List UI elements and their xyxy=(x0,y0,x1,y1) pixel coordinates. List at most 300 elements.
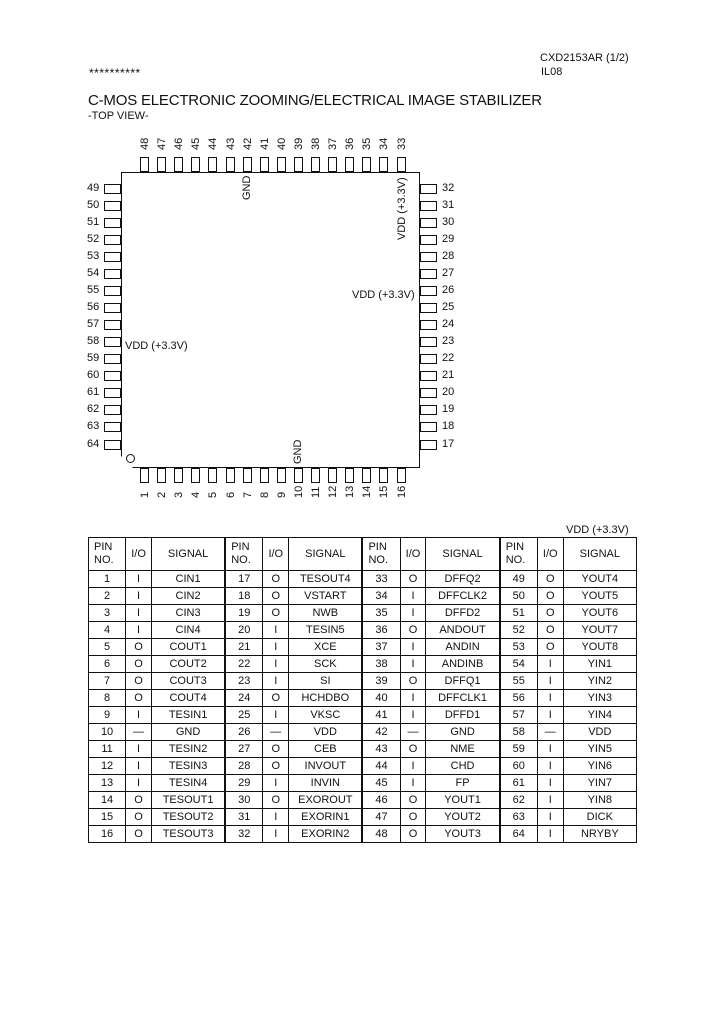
signal-cell: DFFD1 xyxy=(426,707,500,724)
io-cell: I xyxy=(400,707,426,724)
io-cell: I xyxy=(126,588,152,605)
pin-lead xyxy=(420,320,437,330)
table-row xyxy=(89,571,637,588)
io-cell: I xyxy=(263,622,289,639)
pin-number-left: 53 xyxy=(87,249,100,262)
pin-number-bottom: 10 xyxy=(292,485,305,498)
io-cell: O xyxy=(263,605,289,622)
pin-no-cell: 24 xyxy=(225,690,263,707)
io-cell: I xyxy=(400,588,426,605)
pin-no-cell: 54 xyxy=(500,656,538,673)
io-header: I/O xyxy=(263,538,289,571)
pin-lead xyxy=(104,201,121,211)
pin-number-top: 48 xyxy=(139,137,151,150)
pin-lead xyxy=(104,371,121,381)
io-cell: I xyxy=(400,605,426,622)
io-cell: O xyxy=(263,588,289,605)
pin-no-cell: 10 xyxy=(89,724,126,741)
signal-cell: TESIN2 xyxy=(151,741,225,758)
signal-cell: EXORIN2 xyxy=(289,826,363,843)
pin-lead xyxy=(345,157,354,172)
pin-number-bottom: 1 xyxy=(139,491,151,498)
signal-cell: NRYBY xyxy=(563,826,636,843)
pin-lead xyxy=(243,468,252,483)
pin-lead xyxy=(420,252,437,262)
pin-number-right: 26 xyxy=(442,283,455,296)
pin-number-right: 29 xyxy=(442,232,455,245)
pin-no-cell: 56 xyxy=(500,690,538,707)
signal-cell: XCE xyxy=(289,639,363,656)
pin-no-cell: 37 xyxy=(362,639,400,656)
pin-no-cell: 26 xyxy=(225,724,263,741)
table-row xyxy=(89,724,637,741)
pin-number-top: 39 xyxy=(292,137,305,150)
signal-cell: DFFCLK2 xyxy=(426,588,500,605)
table-row xyxy=(89,690,637,707)
pin-number-top: 43 xyxy=(224,137,237,150)
io-cell: I xyxy=(400,656,426,673)
pin-no-cell: 7 xyxy=(89,673,126,690)
signal-cell: CIN3 xyxy=(151,605,225,622)
io-cell: O xyxy=(126,639,152,656)
pin-no-cell: 51 xyxy=(500,605,538,622)
table-row xyxy=(89,605,637,622)
pin-number-right: 25 xyxy=(442,300,455,313)
io-cell: O xyxy=(126,826,152,843)
pin-no-cell: 46 xyxy=(362,792,400,809)
table-row xyxy=(89,622,637,639)
signal-cell: VKSC xyxy=(289,707,363,724)
io-cell: I xyxy=(126,605,152,622)
signal-cell: YOUT1 xyxy=(426,792,500,809)
pin-no-cell: 64 xyxy=(500,826,538,843)
pin-number-right: 23 xyxy=(442,335,455,348)
pin-number-left: 58 xyxy=(87,335,100,348)
page-title: C-MOS ELECTRONIC ZOOMING/ELECTRICAL IMAGE STABILIZER xyxy=(88,92,542,109)
pin-lead xyxy=(260,468,269,483)
io-cell: O xyxy=(400,673,426,690)
io-cell: — xyxy=(263,724,289,741)
pin-lead xyxy=(104,252,121,262)
pin-no-cell: 42 xyxy=(362,724,400,741)
pin-number-left: 55 xyxy=(87,283,100,296)
io-cell: O xyxy=(400,809,426,826)
pin-lead xyxy=(243,157,252,172)
pin-number-right: 28 xyxy=(442,249,455,262)
pin-lead xyxy=(420,440,437,450)
pin-number-top: 44 xyxy=(207,137,220,150)
pin-number-left: 60 xyxy=(87,369,100,382)
pin-lead xyxy=(104,440,121,450)
signal-cell: INVIN xyxy=(289,775,363,792)
signal-cell: INVOUT xyxy=(289,758,363,775)
gnd-label-bottom: GND xyxy=(292,439,304,464)
io-cell: O xyxy=(126,690,152,707)
io-cell: O xyxy=(400,571,426,588)
pin-no-cell: 36 xyxy=(362,622,400,639)
io-cell: O xyxy=(126,792,152,809)
pin-no-cell: 25 xyxy=(225,707,263,724)
signal-cell: YOUT2 xyxy=(426,809,500,826)
pin-no-cell: 43 xyxy=(362,741,400,758)
signal-cell: TESIN5 xyxy=(289,622,363,639)
pin-lead xyxy=(420,286,437,296)
signal-cell: GND xyxy=(426,724,500,741)
pin-lead xyxy=(104,269,121,279)
pin-number-bottom: 16 xyxy=(395,485,408,498)
pin-lead xyxy=(420,337,437,347)
pin-lead xyxy=(311,157,320,172)
io-cell: I xyxy=(263,809,289,826)
signal-cell: YOUT5 xyxy=(563,588,636,605)
pin-no-cell: 16 xyxy=(89,826,126,843)
pin-no-header: PIN NO. xyxy=(362,538,400,571)
pin-no-cell: 30 xyxy=(225,792,263,809)
io-cell: O xyxy=(263,571,289,588)
pin-lead xyxy=(104,388,121,398)
io-cell: O xyxy=(126,656,152,673)
pin-number-bottom: 11 xyxy=(310,486,322,498)
pin-lead xyxy=(226,157,235,172)
pin-lead xyxy=(362,468,371,483)
pin-number-bottom: 14 xyxy=(361,485,374,498)
pin-lead xyxy=(294,468,303,483)
pin-lead xyxy=(157,157,166,172)
pin-lead xyxy=(208,468,217,483)
pin-lead xyxy=(104,354,121,364)
pin-no-cell: 3 xyxy=(89,605,126,622)
vdd-label-left: VDD (+3.3V) xyxy=(125,340,188,352)
pin-no-cell: 62 xyxy=(500,792,538,809)
io-cell: O xyxy=(263,690,289,707)
signal-cell: DFFQ1 xyxy=(426,673,500,690)
signal-cell: COUT4 xyxy=(151,690,225,707)
pin-no-cell: 53 xyxy=(500,639,538,656)
signal-cell: VDD xyxy=(289,724,363,741)
pin-no-cell: 17 xyxy=(225,571,263,588)
pin-no-cell: 32 xyxy=(225,826,263,843)
signal-cell: NME xyxy=(426,741,500,758)
signal-cell: DFFD2 xyxy=(426,605,500,622)
table-row xyxy=(89,673,637,690)
pin-lead xyxy=(362,157,371,172)
io-cell: I xyxy=(400,758,426,775)
signal-cell: TESIN1 xyxy=(151,707,225,724)
table-row xyxy=(89,588,637,605)
pin-lead xyxy=(104,422,121,432)
pin-lead xyxy=(104,303,121,313)
pin-lead xyxy=(208,157,217,172)
io-cell: I xyxy=(537,690,563,707)
pin-number-right: 30 xyxy=(442,215,455,228)
pin-number-left: 62 xyxy=(87,403,100,416)
pin-no-cell: 23 xyxy=(225,673,263,690)
pin-number-right: 31 xyxy=(442,198,455,211)
pin-no-cell: 21 xyxy=(225,639,263,656)
pin-number-bottom: 13 xyxy=(344,485,357,498)
pin-no-cell: 60 xyxy=(500,758,538,775)
pin-number-bottom: 5 xyxy=(207,491,220,498)
pin-number-bottom: 12 xyxy=(327,485,340,498)
pin-no-cell: 6 xyxy=(89,656,126,673)
io-cell: I xyxy=(126,741,152,758)
pin-lead xyxy=(328,157,337,172)
io-cell: — xyxy=(126,724,152,741)
signal-cell: CIN2 xyxy=(151,588,225,605)
io-cell: O xyxy=(537,622,563,639)
io-cell: I xyxy=(126,622,152,639)
table-row xyxy=(89,656,637,673)
pin-lead xyxy=(379,157,388,172)
signal-cell: EXORIN1 xyxy=(289,809,363,826)
io-cell: O xyxy=(126,809,152,826)
pin-lead xyxy=(420,269,437,279)
signal-cell: CEB xyxy=(289,741,363,758)
pin-lead xyxy=(260,157,269,172)
pin-number-left: 57 xyxy=(87,318,100,331)
io-cell: O xyxy=(537,605,563,622)
table-row xyxy=(89,707,637,724)
io-cell: I xyxy=(263,656,289,673)
io-cell: I xyxy=(537,758,563,775)
io-cell: I xyxy=(126,775,152,792)
supply-note: VDD (+3.3V) xyxy=(566,524,629,536)
pin-lead xyxy=(311,468,320,483)
signal-cell: TESOUT4 xyxy=(289,571,363,588)
signal-cell: VSTART xyxy=(289,588,363,605)
signal-cell: HCHDBO xyxy=(289,690,363,707)
pin-lead xyxy=(379,468,388,483)
pin-number-left: 49 xyxy=(87,181,100,194)
signal-cell: ANDOUT xyxy=(426,622,500,639)
signal-cell: DFFQ2 xyxy=(426,571,500,588)
io-cell: I xyxy=(537,673,563,690)
pin-number-bottom: 9 xyxy=(275,491,288,498)
pin-no-cell: 5 xyxy=(89,639,126,656)
signal-header: SIGNAL xyxy=(426,538,500,571)
table-row xyxy=(89,792,637,809)
pin-lead xyxy=(104,218,121,228)
io-cell: O xyxy=(126,673,152,690)
io-cell: O xyxy=(400,826,426,843)
pin-number-top: 35 xyxy=(361,137,374,150)
pin-no-cell: 33 xyxy=(362,571,400,588)
io-cell: I xyxy=(537,656,563,673)
table-row xyxy=(89,758,637,775)
pin-lead xyxy=(157,468,166,483)
signal-cell: GND xyxy=(151,724,225,741)
pin-no-cell: 8 xyxy=(89,690,126,707)
pin-lead xyxy=(174,157,183,172)
signal-cell: YIN2 xyxy=(563,673,636,690)
pin-number-bottom: 6 xyxy=(224,491,237,498)
pin-lead xyxy=(140,468,149,483)
pin-number-top: 45 xyxy=(190,137,203,150)
view-label: -TOP VIEW- xyxy=(88,110,149,122)
pin-number-top: 40 xyxy=(275,137,288,150)
io-header: I/O xyxy=(400,538,426,571)
pin-no-cell: 22 xyxy=(225,656,263,673)
io-cell: — xyxy=(537,724,563,741)
signal-cell: DICK xyxy=(563,809,636,826)
pin-lead xyxy=(104,320,121,330)
pin-lead xyxy=(191,157,200,172)
io-cell: I xyxy=(263,826,289,843)
pin-no-header: PIN NO. xyxy=(89,538,126,571)
pin-no-cell: 58 xyxy=(500,724,538,741)
pin-lead xyxy=(345,468,354,483)
signal-cell: ANDINB xyxy=(426,656,500,673)
pin-no-cell: 44 xyxy=(362,758,400,775)
pin-lead xyxy=(294,157,303,172)
pin-no-cell: 28 xyxy=(225,758,263,775)
pin-no-cell: 15 xyxy=(89,809,126,826)
signal-header: SIGNAL xyxy=(289,538,363,571)
signal-cell: ANDIN xyxy=(426,639,500,656)
io-cell: O xyxy=(400,792,426,809)
pin-number-left: 52 xyxy=(87,232,100,245)
signal-cell: YIN3 xyxy=(563,690,636,707)
pin-number-left: 56 xyxy=(87,300,100,313)
pin-number-left: 50 xyxy=(87,198,100,211)
masked-part-name: ********** xyxy=(89,66,141,80)
pin-no-header: PIN NO. xyxy=(225,538,263,571)
io-cell: I xyxy=(263,639,289,656)
io-cell: — xyxy=(400,724,426,741)
pin-lead xyxy=(420,218,437,228)
pin-lead xyxy=(191,468,200,483)
signal-cell: EXOROUT xyxy=(289,792,363,809)
pin-number-top: 34 xyxy=(378,137,391,150)
io-cell: O xyxy=(537,588,563,605)
pin-lead xyxy=(226,468,235,483)
io-cell: I xyxy=(537,792,563,809)
table-row xyxy=(89,826,637,843)
signal-cell: TESIN4 xyxy=(151,775,225,792)
io-cell: I xyxy=(400,775,426,792)
pin-number-top: 37 xyxy=(327,137,340,150)
pin-number-left: 51 xyxy=(87,215,100,228)
pin-number-bottom: 3 xyxy=(173,491,186,498)
io-cell: O xyxy=(400,741,426,758)
io-cell: I xyxy=(537,826,563,843)
io-cell: I xyxy=(537,809,563,826)
pin-lead xyxy=(104,286,121,296)
signal-cell: DFFCLK1 xyxy=(426,690,500,707)
pin-no-cell: 2 xyxy=(89,588,126,605)
pin-number-bottom: 2 xyxy=(156,491,169,498)
pin-no-cell: 12 xyxy=(89,758,126,775)
signal-cell: CHD xyxy=(426,758,500,775)
gnd-label-top: GND xyxy=(241,175,253,200)
pin-lead xyxy=(104,184,121,194)
io-cell: I xyxy=(263,775,289,792)
pin-number-right: 17 xyxy=(442,437,455,450)
table-row xyxy=(89,741,637,758)
pin-lead xyxy=(420,388,437,398)
signal-cell: YOUT7 xyxy=(563,622,636,639)
signal-cell: SCK xyxy=(289,656,363,673)
pin-number-right: 22 xyxy=(442,352,455,365)
table-row xyxy=(89,639,637,656)
pin-number-left: 61 xyxy=(87,386,100,399)
pin-no-cell: 45 xyxy=(362,775,400,792)
signal-cell: YIN8 xyxy=(563,792,636,809)
pin-table xyxy=(88,537,637,843)
pin1-marker xyxy=(126,454,135,463)
pin-no-cell: 57 xyxy=(500,707,538,724)
pin-number-left: 59 xyxy=(87,352,100,365)
io-cell: I xyxy=(537,707,563,724)
pin-number-right: 27 xyxy=(442,266,455,279)
pin-no-cell: 29 xyxy=(225,775,263,792)
pin-lead xyxy=(420,201,437,211)
pin-lead xyxy=(140,157,149,172)
signal-cell: VDD xyxy=(563,724,636,741)
signal-cell: TESOUT3 xyxy=(151,826,225,843)
io-cell: I xyxy=(126,758,152,775)
pin-no-cell: 63 xyxy=(500,809,538,826)
io-cell: I xyxy=(263,707,289,724)
pin-number-right: 20 xyxy=(442,386,455,399)
pin-number-right: 19 xyxy=(442,403,455,416)
pin-number-right: 21 xyxy=(442,369,455,382)
pin-no-cell: 31 xyxy=(225,809,263,826)
pin-no-cell: 9 xyxy=(89,707,126,724)
signal-cell: CIN1 xyxy=(151,571,225,588)
table-row xyxy=(89,775,637,792)
pin-lead xyxy=(174,468,183,483)
signal-cell: TESOUT2 xyxy=(151,809,225,826)
pin-no-cell: 55 xyxy=(500,673,538,690)
signal-cell: SI xyxy=(289,673,363,690)
pin-no-cell: 4 xyxy=(89,622,126,639)
signal-cell: YIN5 xyxy=(563,741,636,758)
pin-number-top: 46 xyxy=(173,137,186,150)
io-cell: O xyxy=(537,571,563,588)
pin-no-header: PIN NO. xyxy=(500,538,538,571)
signal-cell: TESOUT1 xyxy=(151,792,225,809)
pin-lead xyxy=(420,184,437,194)
pin-lead xyxy=(397,157,406,172)
signal-cell: YIN1 xyxy=(563,656,636,673)
signal-cell: YOUT4 xyxy=(563,571,636,588)
vdd-label-top-right: VDD (+3.3V) xyxy=(396,177,408,240)
pin-number-bottom: 15 xyxy=(378,485,391,498)
signal-cell: YOUT6 xyxy=(563,605,636,622)
signal-cell: COUT1 xyxy=(151,639,225,656)
pin-number-left: 54 xyxy=(87,266,100,279)
io-cell: I xyxy=(537,775,563,792)
io-cell: I xyxy=(537,741,563,758)
io-cell: I xyxy=(263,673,289,690)
pin-no-cell: 35 xyxy=(362,605,400,622)
pin-number-top: 33 xyxy=(395,137,408,150)
signal-cell: NWB xyxy=(289,605,363,622)
signal-cell: YOUT3 xyxy=(426,826,500,843)
package-body xyxy=(121,172,420,468)
pin-lead xyxy=(277,157,286,172)
pin-lead xyxy=(420,422,437,432)
pin-no-cell: 20 xyxy=(225,622,263,639)
signal-header: SIGNAL xyxy=(151,538,225,571)
pin-number-bottom: 8 xyxy=(258,491,271,498)
io-cell: I xyxy=(126,707,152,724)
document-code: IL08 xyxy=(541,66,563,78)
pin-number-top: 36 xyxy=(344,137,357,150)
pin-no-cell: 52 xyxy=(500,622,538,639)
vdd-label-right: VDD (+3.3V) xyxy=(352,289,415,301)
